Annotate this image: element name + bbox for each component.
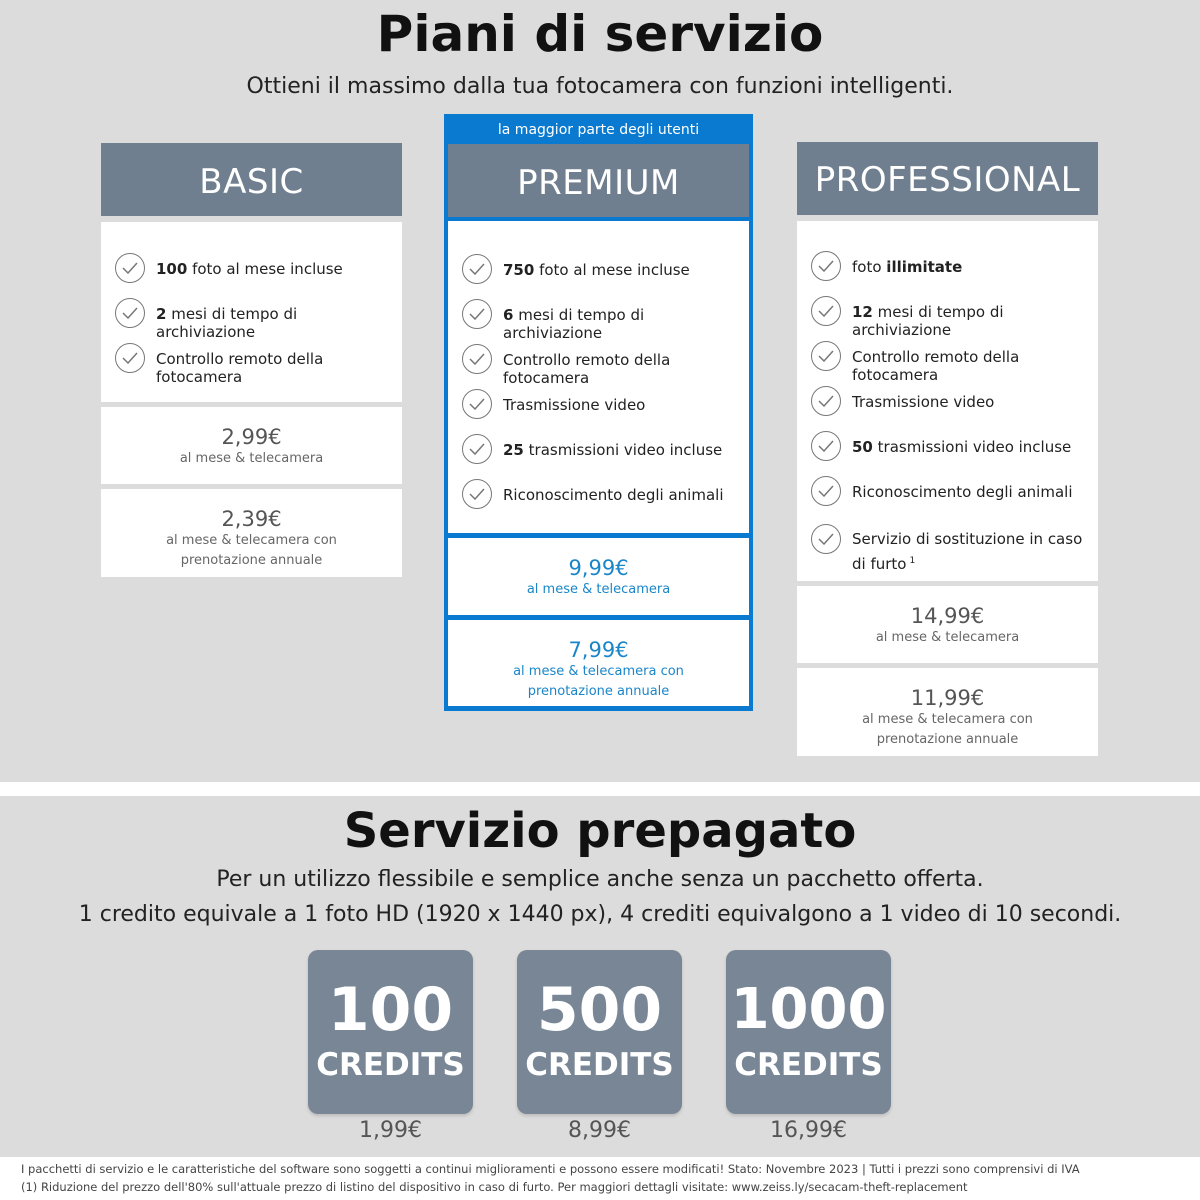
plan-features-premium <box>448 221 749 533</box>
feature-item: Riconoscimento degli animali <box>462 486 745 509</box>
footer-line-1: I pacchetti di servizio e le caratteristiche del software sono soggetti a continui miglioramenti e possono essere modificati! Stato: Novembre 2023 | Tutti i prezzi sono comprensivi di IVA <box>21 1162 1080 1176</box>
price-note: al mese & telecamera con <box>862 712 1033 727</box>
check-circle-icon <box>811 296 841 326</box>
price-value: 14,99€ <box>910 604 985 628</box>
price-annual-premium <box>448 620 749 706</box>
plan-name-professional: PROFESSIONAL <box>797 142 1098 215</box>
page-title: Piani di servizio <box>376 5 824 63</box>
plan-features-professional <box>797 221 1098 581</box>
check-circle-icon <box>811 524 841 554</box>
check-circle-icon <box>462 389 492 419</box>
footer-disclaimer <box>0 1157 1200 1200</box>
credit-price: 8,99€ <box>568 1118 631 1143</box>
popular-banner: la maggior parte degli utenti <box>497 122 700 138</box>
price-monthly-premium <box>448 538 749 615</box>
price-note: al mese & telecamera <box>526 582 671 597</box>
price-annual-basic <box>101 489 402 577</box>
price-monthly-professional <box>797 586 1098 663</box>
feature-item: 6 mesi di tempo di archiviazione <box>462 306 745 342</box>
prepaid-description-1: Per un utilizzo flessibile e semplice anche senza un pacchetto offerta. <box>216 867 984 892</box>
credit-price: 16,99€ <box>770 1118 847 1143</box>
plan-card-premium[interactable] <box>444 114 753 711</box>
prepaid-title: Servizio prepagato <box>343 803 857 859</box>
check-circle-icon <box>115 253 145 283</box>
check-circle-icon <box>811 476 841 506</box>
credit-amount: 500 <box>536 975 663 1045</box>
credit-price: 1,99€ <box>359 1118 422 1143</box>
check-circle-icon <box>811 431 841 461</box>
price-note: prenotazione annuale <box>527 684 670 699</box>
credit-pack-100[interactable] <box>308 950 473 1114</box>
check-circle-icon <box>811 341 841 371</box>
feature-item: Controllo remoto della fotocamera <box>462 351 745 387</box>
footer-line-2: (1) Riduzione del prezzo dell'80% sull'attuale prezzo di listino del dispositivo in caso di furto. Per maggiori dettagli visitate: www.zeiss.ly/secacam-theft-replacement <box>21 1180 968 1194</box>
credit-pack-500[interactable] <box>517 950 682 1114</box>
plan-name-basic: BASIC <box>101 143 402 216</box>
price-value: 11,99€ <box>910 686 985 710</box>
feature-item: 750 foto al mese incluse <box>462 261 745 284</box>
check-circle-icon <box>115 298 145 328</box>
prepaid-description-2: 1 credito equivale a 1 foto HD (1920 x 1440 px), 4 crediti equivalgono a 1 video di 10 secondi. <box>78 902 1122 927</box>
feature-item: 12 mesi di tempo di archiviazione <box>811 303 1094 339</box>
price-monthly-basic <box>101 407 402 484</box>
feature-item: Trasmissione video <box>811 393 1094 416</box>
price-note: prenotazione annuale <box>876 732 1019 747</box>
price-value: 2,99€ <box>221 425 282 449</box>
price-note: al mese & telecamera <box>875 630 1020 645</box>
feature-item: Riconoscimento degli animali <box>811 483 1094 506</box>
plan-card-professional[interactable] <box>797 142 1098 756</box>
check-circle-icon <box>115 343 145 373</box>
check-circle-icon <box>811 386 841 416</box>
price-note: prenotazione annuale <box>180 553 323 568</box>
feature-item: foto illimitate <box>811 258 1094 281</box>
price-value: 9,99€ <box>568 556 629 580</box>
price-note: al mese & telecamera con <box>513 664 684 679</box>
feature-item: 25 trasmissioni video incluse <box>462 441 745 464</box>
feature-item: Controllo remoto della fotocamera <box>811 348 1094 384</box>
credit-pack-1000[interactable] <box>726 950 891 1114</box>
plan-features-basic <box>101 222 402 402</box>
credit-label: CREDITS <box>525 1047 674 1083</box>
feature-item: Trasmissione video <box>462 396 745 419</box>
price-value: 2,39€ <box>221 507 282 531</box>
plan-name-premium: PREMIUM <box>448 144 749 217</box>
page-subtitle: Ottieni il massimo dalla tua fotocamera con funzioni intelligenti. <box>246 74 954 99</box>
price-note: al mese & telecamera <box>179 451 324 466</box>
feature-item: 50 trasmissioni video incluse <box>811 438 1094 461</box>
credit-amount: 1000 <box>730 977 887 1042</box>
price-annual-professional <box>797 668 1098 756</box>
feature-item: 2 mesi di tempo di archiviazione <box>115 305 398 341</box>
footnote-marker: 1 <box>909 556 916 566</box>
price-note: al mese & telecamera con <box>166 533 337 548</box>
credit-amount: 100 <box>327 975 454 1045</box>
plan-card-basic[interactable] <box>101 143 402 577</box>
check-circle-icon <box>462 254 492 284</box>
credit-label: CREDITS <box>316 1047 465 1083</box>
feature-item: Servizio di sostituzione in caso di furto $^1$ <box>811 528 1094 575</box>
feature-item: 100 foto al mese incluse <box>115 260 398 283</box>
section-divider <box>0 782 1200 796</box>
check-circle-icon <box>462 344 492 374</box>
check-circle-icon <box>462 299 492 329</box>
credit-label: CREDITS <box>734 1047 883 1083</box>
check-circle-icon <box>462 479 492 509</box>
price-value: 7,99€ <box>568 638 629 662</box>
check-circle-icon <box>811 251 841 281</box>
feature-item: Controllo remoto della fotocamera <box>115 350 398 386</box>
check-circle-icon <box>462 434 492 464</box>
